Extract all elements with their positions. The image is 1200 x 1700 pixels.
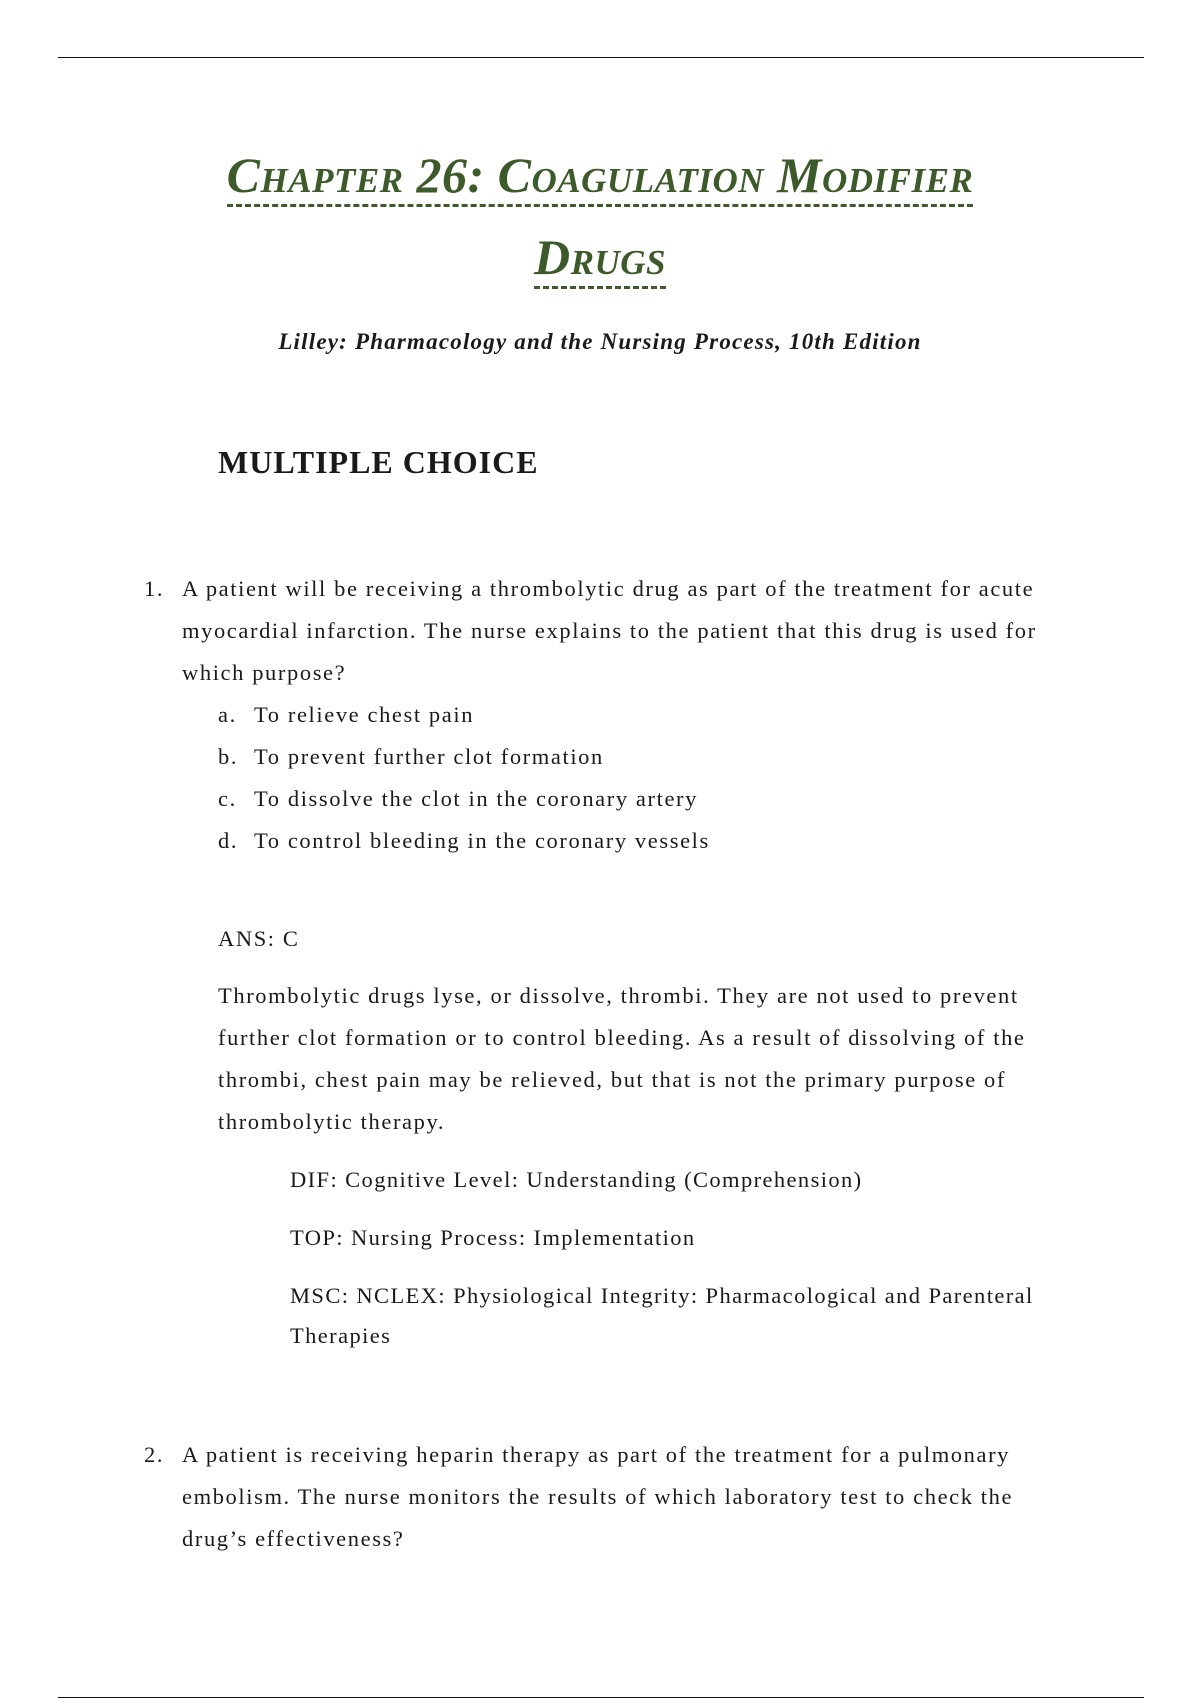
- book-subtitle: Lilley: Pharmacology and the Nursing Process, 10th Edition: [278, 329, 922, 354]
- answer-rationale: Thrombolytic drugs lyse, or dissolve, thrombi. They are not used to prevent further clot formation or to control bleeding. As a result of dissolving of the thrombi, chest pain may be relieved, but that is not the primary purpose of thrombolytic therapy.: [218, 983, 1026, 1134]
- top-rule: [58, 57, 1144, 58]
- question-2: [144, 1434, 1064, 1560]
- question-number: 1.: [144, 576, 165, 601]
- question-stem: A patient will be receiving a thrombolytic drug as part of the treatment for acute myocardial infarction. The nurse explains to the patient that this drug is used for which purpose?: [182, 576, 1037, 685]
- option-c: c. To dissolve the clot in the coronary artery: [218, 786, 698, 811]
- option-d: d. To control bleeding in the coronary vessels: [218, 828, 710, 853]
- difficulty-level: DIF: Cognitive Level: Understanding (Comprehension): [290, 1167, 863, 1192]
- nclex-category: MSC: NCLEX: Physiological Integrity: Pharmacological and Parenteral Therapies: [290, 1283, 1034, 1348]
- question-stem: A patient is receiving heparin therapy as part of the treatment for a pulmonary embolism. The nurse monitors the results of which laboratory test to check the drug’s effectiveness?: [182, 1442, 1014, 1551]
- question-number: 2.: [144, 1442, 165, 1467]
- chapter-title-line-2: Drugs: [0, 228, 1200, 286]
- question-1: [144, 568, 1064, 694]
- topic: TOP: Nursing Process: Implementation: [290, 1225, 696, 1250]
- option-b: b. To prevent further clot formation: [218, 744, 604, 769]
- option-a: a. To relieve chest pain: [218, 702, 475, 727]
- question-1-options: [218, 694, 710, 862]
- chapter-title-line-1: Chapter 26: Coagulation Modifier: [0, 146, 1200, 204]
- bottom-rule: [58, 1697, 1144, 1698]
- answer-key: ANS: C: [218, 926, 300, 951]
- section-heading: MULTIPLE CHOICE: [218, 444, 539, 480]
